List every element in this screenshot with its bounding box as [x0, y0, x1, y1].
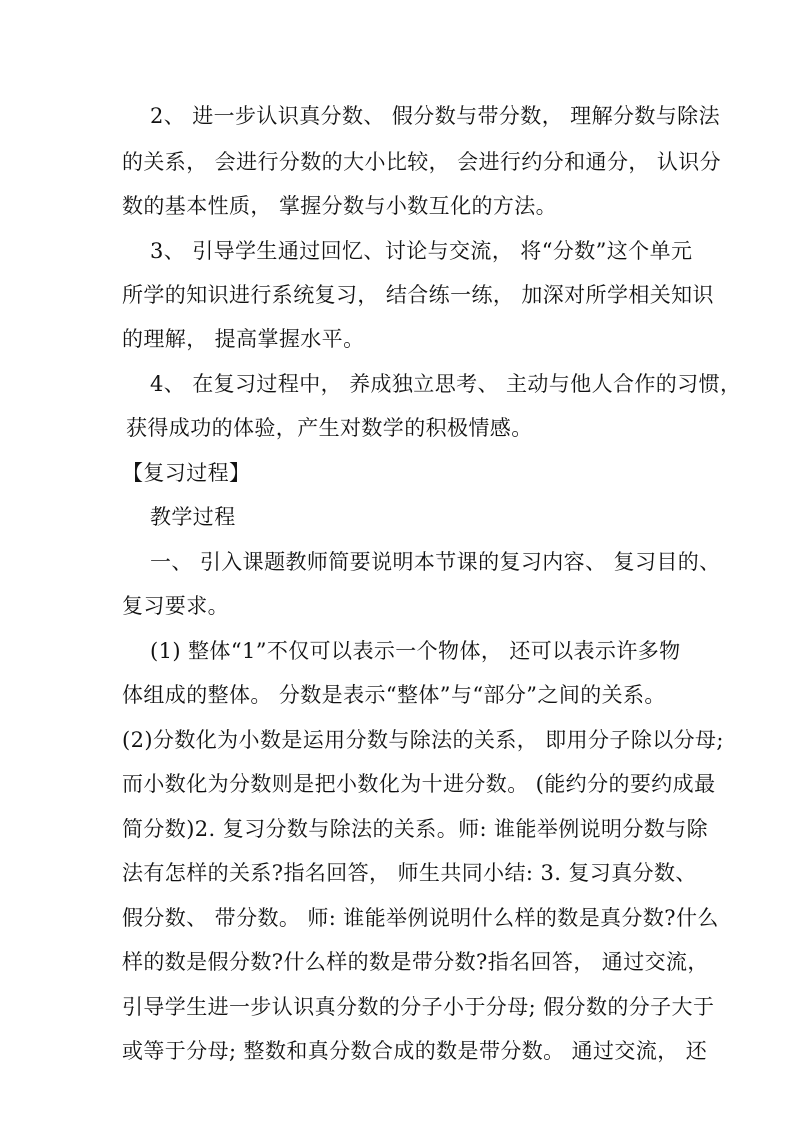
text-line: 假分数、 带分数。 师: 谁能举例说明什么样的数是真分数?什么	[122, 906, 719, 930]
text-line: 而小数化为分数则是把小数化为十进分数。 (能约分的要约成最	[122, 772, 716, 796]
text-line: 引导学生进一步认识真分数的分子小于分母; 假分数的分子大于	[122, 995, 715, 1019]
text-line: 获得成功的体验，产生对数学的积极情感。	[126, 416, 533, 440]
text-line: 2、 进一步认识真分数、 假分数与带分数， 理解分数与除法	[150, 104, 720, 128]
text-line: 简分数)2. 复习分数与除法的关系。师: 谁能举例说明分数与除	[122, 817, 709, 841]
subheading: 教学过程	[150, 505, 236, 529]
text-line: (1) 整体“1”不仅可以表示一个物体， 还可以表示许多物	[150, 639, 681, 663]
text-line: 体组成的整体。 分数是表示“整体”与“部分”之间的关系。	[122, 683, 666, 707]
text-line: 一、 引入课题教师简要说明本节课的复习内容、 复习目的、	[150, 550, 721, 574]
text-line: 的关系， 会进行分数的大小比较， 会进行约分和通分， 认识分	[122, 150, 722, 174]
text-line: 数的基本性质， 掌握分数与小数互化的方法。	[122, 194, 558, 218]
text-line: (2)分数化为小数是运用分数与除法的关系， 即用分子除以分母;	[122, 728, 724, 752]
text-line: 法有怎样的关系?指名回答， 师生共同小结: 3. 复习真分数、	[122, 861, 697, 885]
text-line: 所学的知识进行系统复习， 结合练一练， 加深对所学相关知识	[122, 283, 714, 307]
text-line: 的理解， 提高掌握水平。	[122, 327, 365, 351]
section-heading: 【复习过程】	[122, 461, 251, 485]
text-line: 3、 引导学生通过回忆、讨论与交流， 将“分数”这个单元	[150, 239, 693, 263]
text-line: 样的数是假分数?什么样的数是带分数?指名回答， 通过交流，	[122, 950, 709, 974]
text-line: 或等于分母; 整数和真分数合成的数是带分数。 通过交流， 还	[122, 1039, 708, 1063]
text-line: 复习要求。	[122, 594, 229, 618]
text-line: 4、 在复习过程中， 养成独立思考、 主动与他人合作的习惯，	[150, 372, 742, 396]
